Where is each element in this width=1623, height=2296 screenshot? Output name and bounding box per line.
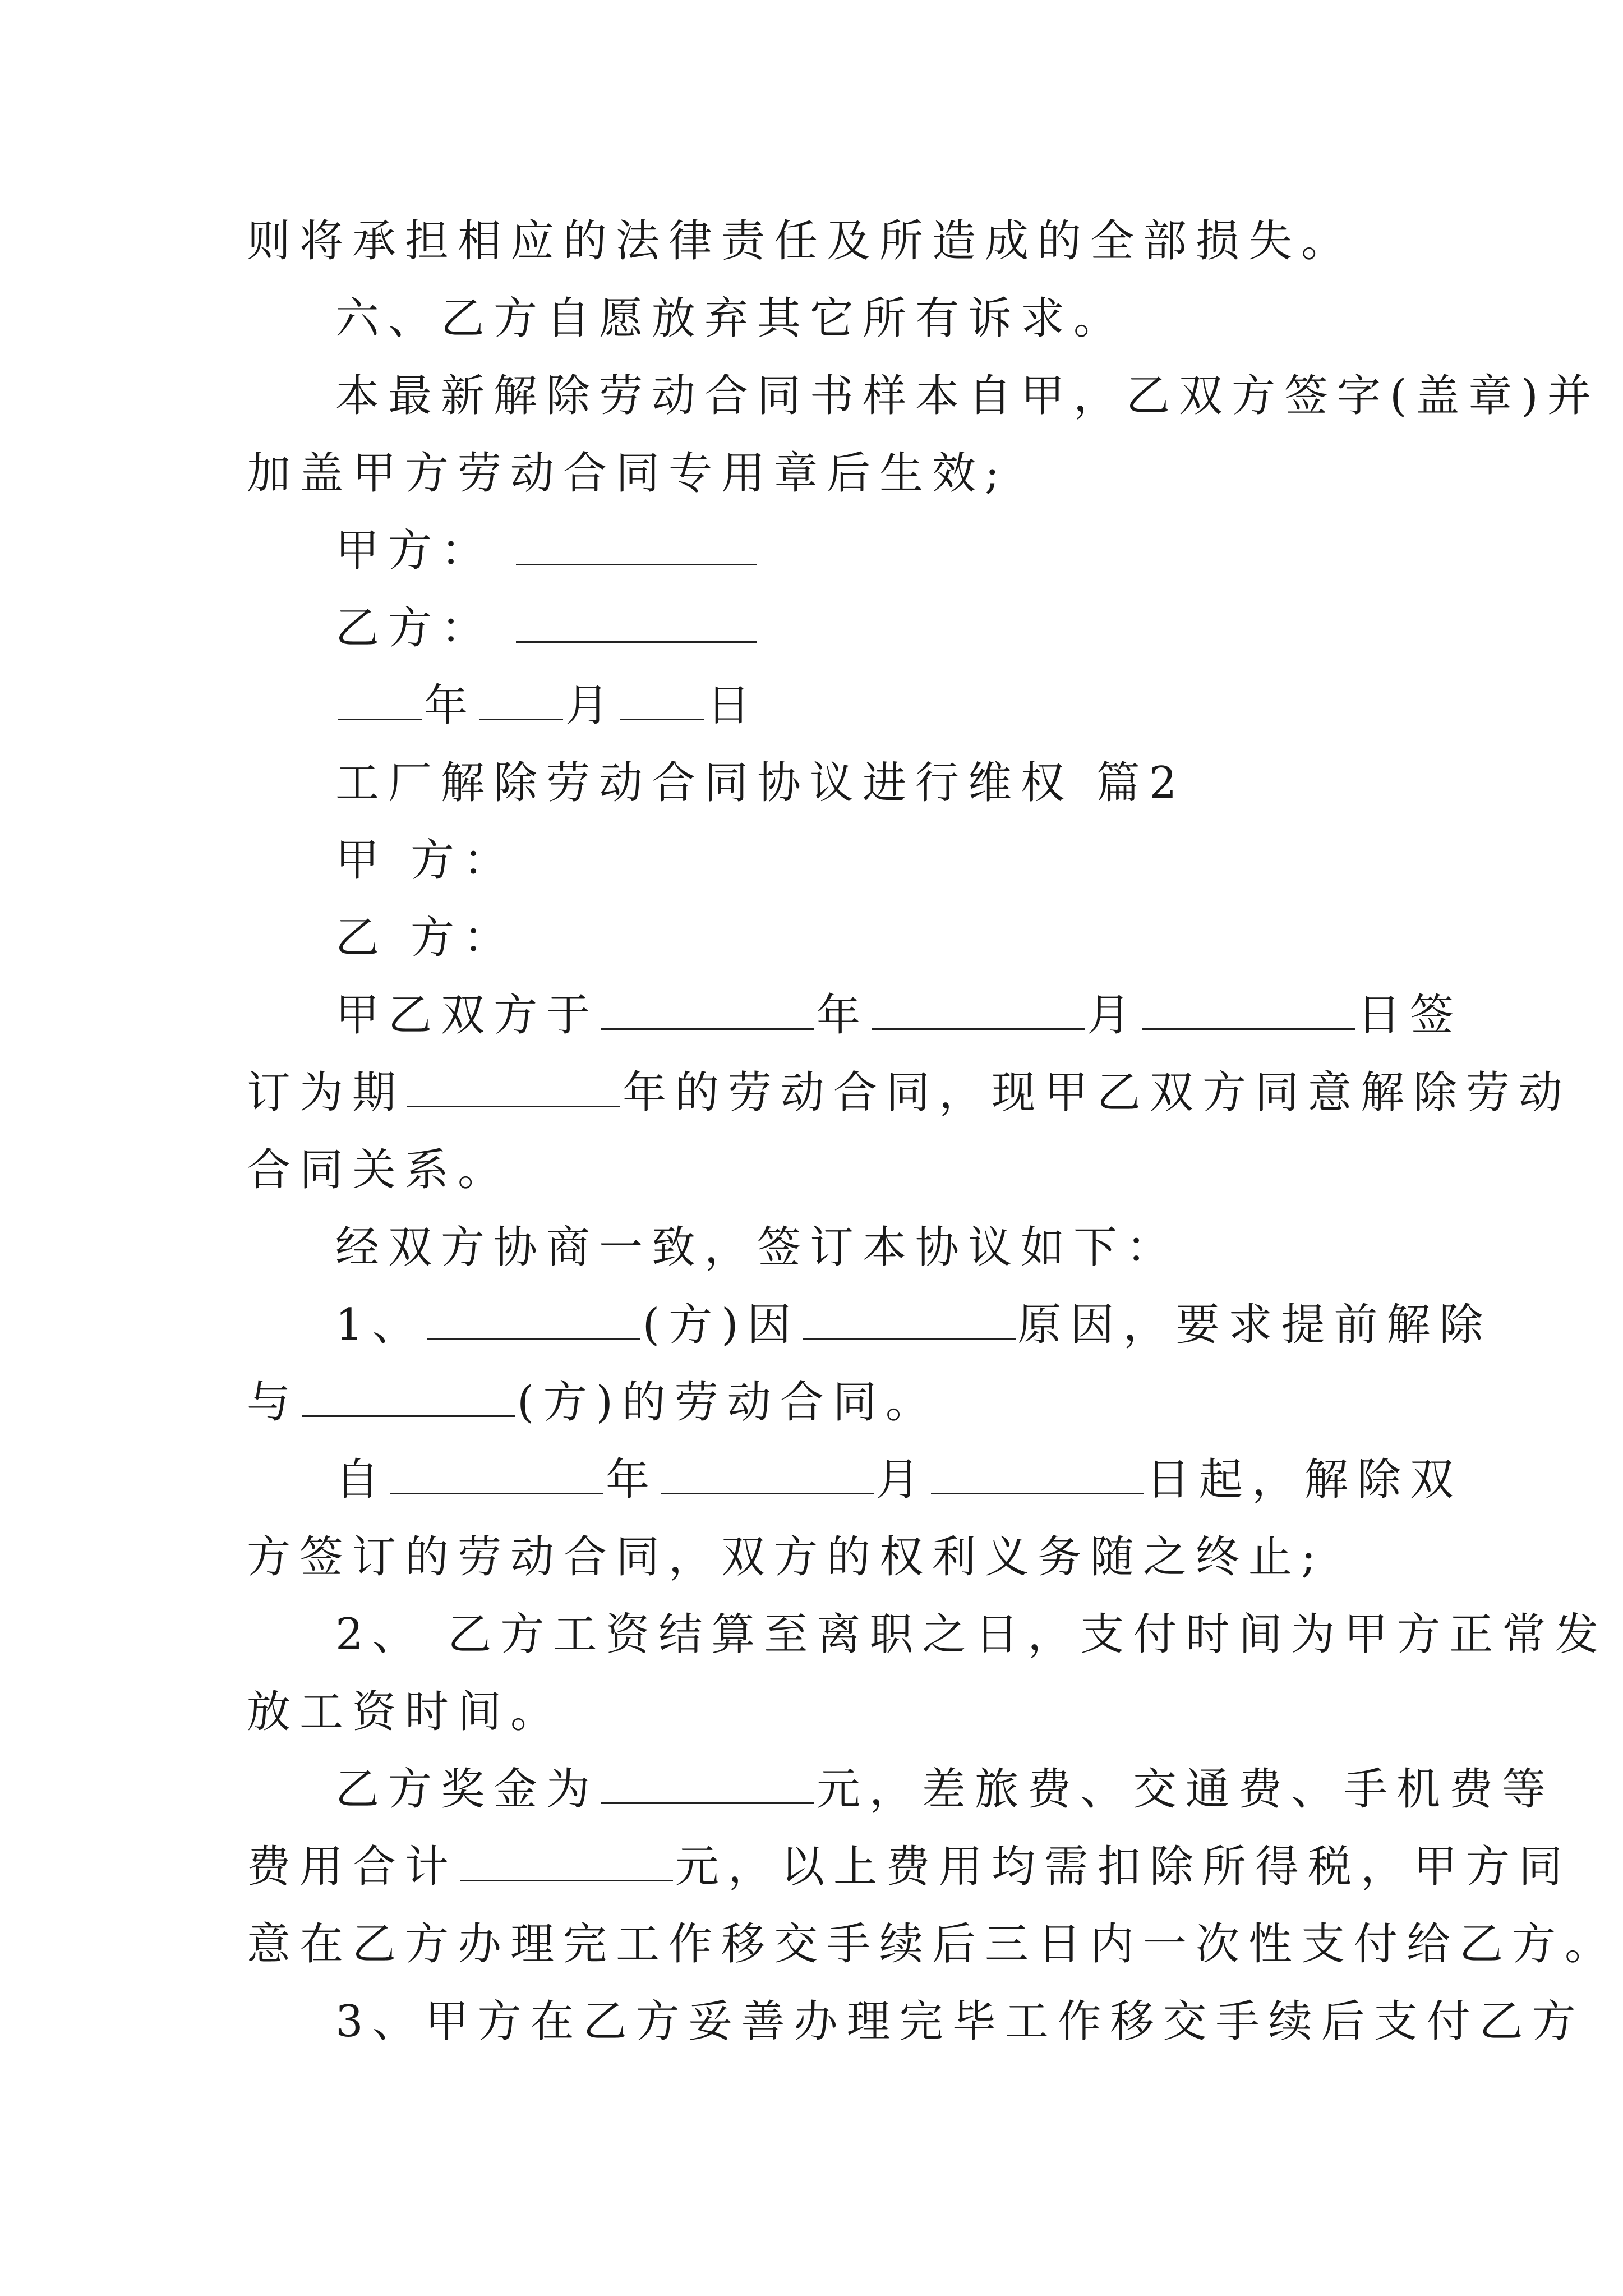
section-heading: 工厂解除劳动合同协议进行维权 篇2 — [335, 758, 1186, 808]
date-row — [335, 678, 759, 734]
expense-line — [247, 1839, 1571, 1895]
clause-one-line — [335, 1297, 1492, 1353]
text-fragment: 元，差旅费、交通费、手机费等 — [817, 1764, 1555, 1815]
party-b-signature-blank — [516, 605, 757, 643]
paragraph-line: 放工资时间。 — [247, 1687, 564, 1737]
fill-blank — [872, 992, 1085, 1030]
party-b-row — [335, 910, 516, 966]
fill-blank — [931, 1457, 1144, 1494]
paragraph-line: 意在乙方办理完工作移交手续后三日内一次性支付给乙方。 — [247, 1919, 1618, 1970]
text-fragment: 自 — [335, 1455, 389, 1505]
party-a-char: 甲 — [335, 835, 389, 886]
fill-blank — [661, 1457, 874, 1494]
month-label: 月 — [565, 680, 619, 731]
text-fragment: 费用合计 — [247, 1842, 458, 1892]
fill-blank — [803, 1302, 1016, 1340]
fill-blank — [460, 1844, 673, 1881]
text-fragment: (方)因 — [642, 1300, 800, 1350]
paragraph-line: 方签订的劳动合同，双方的权利义务随之终止; — [247, 1532, 1325, 1582]
text-fragment: 1、 — [335, 1300, 425, 1350]
text-fragment: 年的劳动合同，现甲乙双方同意解除劳动 — [623, 1068, 1572, 1118]
month-blank — [479, 683, 563, 720]
fill-blank — [601, 1766, 814, 1804]
text-fragment: 甲乙双方于 — [335, 990, 600, 1041]
year-blank — [338, 683, 422, 720]
party-b-suffix: 方： — [411, 913, 517, 963]
text-fragment: 原因，要求提前解除 — [1017, 1300, 1492, 1350]
party-b-char: 乙 — [335, 913, 389, 963]
party-b-label: 乙方： — [335, 603, 494, 654]
fill-blank — [390, 1457, 603, 1494]
paragraph-line: 加盖甲方劳动合同专用章后生效; — [247, 448, 1009, 499]
party-a-suffix: 方： — [411, 835, 517, 886]
party-a-row — [335, 832, 516, 889]
year-label: 年 — [424, 680, 477, 731]
day-blank — [620, 683, 704, 720]
text-fragment: 订为期 — [247, 1068, 405, 1118]
text-fragment: 日起，解除双 — [1146, 1455, 1463, 1505]
clause-three: 3、甲方在乙方妥善办理完毕工作移交手续后支付乙方 — [335, 1996, 1585, 2047]
contract-term-line — [247, 1065, 1571, 1121]
fill-blank — [1142, 992, 1355, 1030]
fill-blank — [427, 1302, 640, 1340]
fill-blank — [407, 1070, 620, 1107]
clause-one-cont — [247, 1374, 938, 1430]
party-a-label: 甲方： — [335, 526, 494, 576]
clause-six: 六、乙方自愿放弃其它所有诉求。 — [335, 293, 1127, 344]
text-fragment: 月 — [876, 1455, 929, 1505]
text-fragment: 月 — [1087, 990, 1140, 1041]
termination-date-line — [335, 1452, 1463, 1508]
party-a-signature-row — [335, 523, 759, 579]
contract-date-line — [335, 987, 1463, 1043]
fill-blank — [601, 992, 814, 1030]
text-fragment: (方)的劳动合同。 — [517, 1377, 938, 1428]
paragraph-line: 本最新解除劳动合同书样本自甲，乙双方签字(盖章)并 — [335, 371, 1600, 421]
day-label: 日 — [707, 680, 760, 731]
text-fragment: 日签 — [1357, 990, 1463, 1041]
text-fragment: 年 — [817, 990, 870, 1041]
clause-two: 2、 乙方工资结算至离职之日，支付时间为甲方正常发 — [335, 1609, 1608, 1660]
party-b-signature-row — [335, 600, 759, 656]
paragraph-line: 则将承担相应的法律责任及所造成的全部损失。 — [247, 216, 1354, 266]
text-fragment: 年 — [606, 1455, 659, 1505]
fill-blank — [302, 1379, 515, 1417]
text-fragment: 元，以上费用均需扣除所得税，甲方同 — [675, 1842, 1572, 1892]
paragraph-line: 经双方协商一致，签订本协议如下： — [335, 1222, 1179, 1273]
paragraph-line: 合同关系。 — [247, 1145, 511, 1195]
party-a-signature-blank — [516, 528, 757, 565]
text-fragment: 乙方奖金为 — [335, 1764, 600, 1815]
text-fragment: 与 — [247, 1377, 300, 1428]
bonus-line — [335, 1761, 1555, 1818]
